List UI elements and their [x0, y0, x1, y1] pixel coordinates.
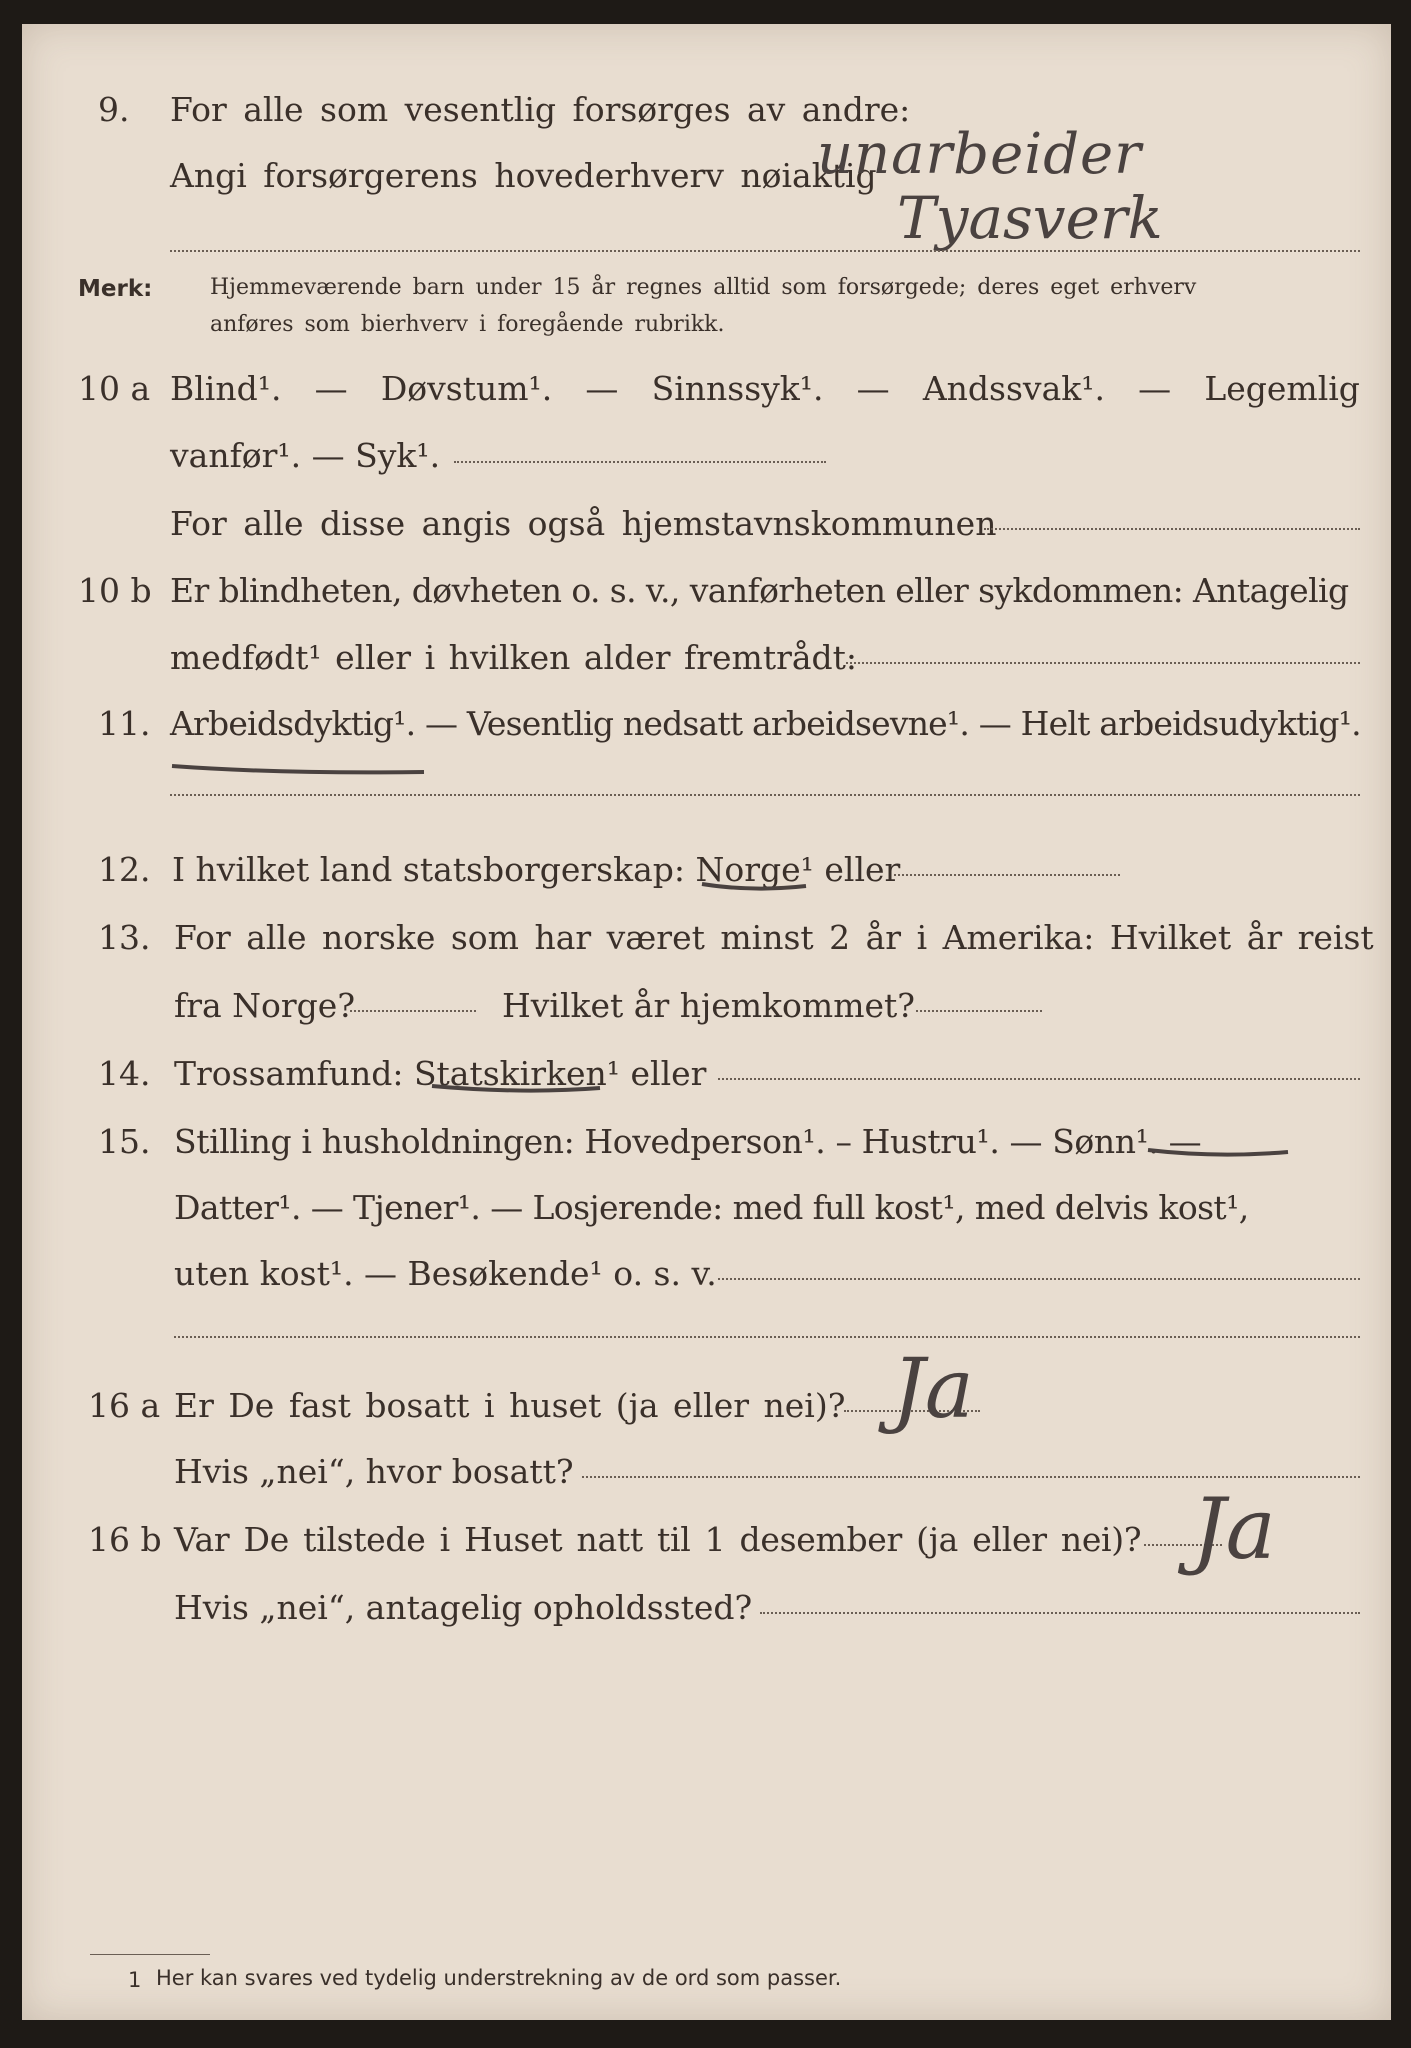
q10a-item: Sinnssyk¹.	[651, 369, 824, 408]
q10a-item: Andssvak¹.	[922, 369, 1105, 408]
q15-line2: Datter¹. — Tjener¹. — Losjerende: med full kost¹, med delvis kost¹,	[174, 1188, 1249, 1227]
q9-handwritten-answer-2: Tyasverk	[897, 184, 1163, 252]
q9-number: 9.	[98, 90, 130, 129]
q15-line1: Stilling i husholdningen: Hovedperson¹. – Hustru¹. — Sønn¹. —	[174, 1122, 1202, 1161]
q10a-line3: For alle disse angis også hjemstavnskommunen	[170, 504, 997, 543]
merk-line2: anføres som bierhverv i foregående rubrikk.	[210, 312, 725, 337]
q13-line2a: fra Norge?	[174, 986, 356, 1025]
q10b-line2: medfødt¹ eller i hvilken alder fremtrådt:	[170, 638, 858, 677]
q16b-handwritten-answer: Ja	[1192, 1480, 1276, 1578]
q10a-item: —	[856, 369, 890, 408]
footnote-text: Her kan svares ved tydelig understrekning av de ord som passer.	[156, 1966, 842, 1990]
pen-underline-marks	[22, 24, 1391, 2020]
underline-statskirken	[432, 1086, 600, 1091]
footnote-mark: 1	[128, 1968, 142, 1992]
underline-arbeidsdyktig	[172, 766, 424, 772]
q10a-item: Blind¹.	[170, 369, 282, 408]
q10a-item: —	[1138, 369, 1172, 408]
q16a-handwritten-answer: Ja	[892, 1342, 974, 1437]
census-form-page	[22, 24, 1391, 2020]
q11-number: 11.	[98, 704, 151, 743]
q9-handwritten-answer-1: unarbeider	[817, 122, 1142, 187]
q10a-item: —	[314, 369, 348, 408]
q10a-item: Legemlig	[1204, 369, 1360, 408]
q14-number: 14.	[98, 1054, 151, 1093]
q16a-number: 16 a	[88, 1386, 161, 1425]
q14-line1: Trossamfund: Statskirken¹ eller	[174, 1054, 707, 1093]
q9-line1: For alle som vesentlig forsørges av andre:	[170, 90, 911, 129]
q12-line1: I hvilket land statsborgerskap: Norge¹ eller	[172, 850, 901, 889]
q16a-line1: Er De fast bosatt i huset (ja eller nei)?	[174, 1386, 846, 1425]
q10a-item: —	[585, 369, 619, 408]
q13-line1: For alle norske som har været minst 2 år i Amerika: Hvilket år reist	[174, 918, 1374, 957]
q13-line2b: Hvilket år hjemkommet?	[502, 986, 915, 1025]
underline-sonn	[1148, 1150, 1288, 1155]
q10b-line1: Er blindheten, døvheten o. s. v., vanførheten eller sykdommen: Antagelig	[170, 571, 1349, 610]
q16b-number: 16 b	[88, 1520, 162, 1559]
q13-number: 13.	[98, 918, 151, 957]
q11-line1: Arbeidsdyktig¹. — Vesentlig nedsatt arbeidsevne¹. — Helt arbeidsudyktig¹.	[170, 704, 1361, 743]
q10b-number: 10 b	[78, 571, 152, 610]
q10a-line2: vanfør¹. — Syk¹.	[170, 436, 441, 475]
merk-label: Merk:	[78, 276, 153, 302]
q10a-item: Døvstum¹.	[380, 369, 553, 408]
q15-number: 15.	[98, 1122, 151, 1161]
q16a-line2: Hvis „nei“, hvor bosatt?	[174, 1452, 574, 1491]
underline-norge	[702, 884, 806, 889]
q16b-line2: Hvis „nei“, antagelig opholdssted?	[174, 1588, 753, 1627]
q10a-number: 10 a	[78, 369, 151, 408]
q12-number: 12.	[98, 850, 151, 889]
q16b-line1: Var De tilstede i Huset natt til 1 desember (ja eller nei)?	[174, 1520, 1142, 1559]
q15-line3: uten kost¹. — Besøkende¹ o. s. v.	[174, 1254, 717, 1293]
merk-line1: Hjemmeværende barn under 15 år regnes alltid som forsørgede; deres eget erhverv	[210, 275, 1197, 300]
q9-line2: Angi forsørgerens hovederhverv nøiaktig	[170, 156, 877, 195]
